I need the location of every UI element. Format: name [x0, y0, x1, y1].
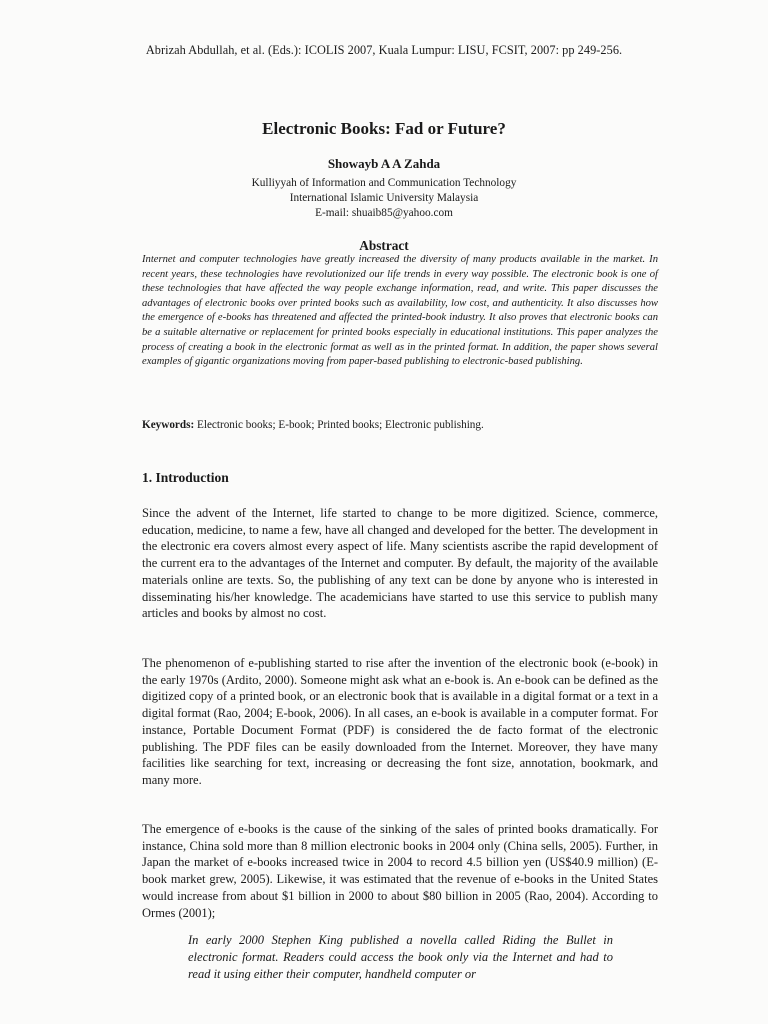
paragraph-1: Since the advent of the Internet, life started to change to be more digitized. Science, commerce, education, medicine, to name a few, have all changed and developed for the better. The development in the electronic era covers almost every aspect of life. Many scientists ascribe the rapid development of the current era to the advantages of the Internet and computer. By default, the majority of the available materials online are texts. So, the publishing of any text can be done by anyone who is interested in disseminating his/her knowledge. The academicians have started to use this service to publish many articles and books by almost no cost. [142, 506, 658, 621]
section-heading-introduction: 1. Introduction [142, 470, 229, 485]
abstract-heading: Abstract [359, 238, 409, 253]
block-quote: In early 2000 Stephen King published a novella called Riding the Bullet in electronic format. Readers could access the book only via the Internet and had to read it using either their computer, handheld computer or [188, 933, 613, 981]
keywords-label: Keywords: [142, 419, 195, 431]
keywords-text: Electronic books; E-book; Printed books; Electronic publishing. [197, 419, 484, 431]
author-name: Showayb A A Zahda [327, 156, 441, 171]
citation-header: Abrizah Abdullah, et al. (Eds.): ICOLIS 2007, Kuala Lumpur: LISU, FCSIT, 2007: pp 249-256. [145, 43, 623, 57]
abstract-text: Internet and computer technologies have greatly increased the diversity of many products available in the market. In recent years, these technologies have revolutionized our life trends in every way possible. The electronic book is one of these technologies that have affected the way people exchange information, read, and write. This paper discusses the advantages of electronic books over printed books such as availability, low cost, and authenticity. It also discusses how the emergence of e-books has threatened and affected the printed-book industry. It also proves that electronic books can be a suitable alternative or replacement for printed books especially in educational institutions. This paper analyzes the process of creating a book in the electronic format as well as in the printed format. In addition, the paper shows several examples of gigantic organizations moving from paper-based publishing to electronic-based publishing. [142, 254, 658, 368]
affiliation-university: International Islamic University Malaysia [289, 192, 479, 204]
affiliation-faculty: Kulliyyah of Information and Communication Technology [251, 177, 517, 189]
paper-title: Electronic Books: Fad or Future? [262, 119, 506, 138]
author-email: E-mail: shuaib85@yahoo.com [315, 207, 453, 219]
paragraph-2: The phenomenon of e-publishing started to rise after the invention of the electronic book (e-book) in the early 1970s (Ardito, 2000). Someone might ask what an e-book is. An e-book can be defined as the digitized copy of a printed book, or an electronic book that is available in a digital format or a text in a digital format (Rao, 2004; E-book, 2006). In all cases, an e-book is available in a computer format. For instance, Portable Document Format (PDF) is considered the de facto format of the electronic publishing. The PDF files can be easily downloaded from the Internet. Moreover, they have many facilities like searching for text, increasing or decreasing the font size, annotation, bookmark, and many more. [142, 656, 658, 787]
paragraph-3: The emergence of e-books is the cause of the sinking of the sales of printed books dramatically. For instance, China sold more than 8 million electronic books in 2004 only (China sells, 2005). Further, in Japan the market of e-books increased twice in 2004 to record 4.5 billion yen (US$40.9 million) (E-book market grew, 2005). Likewise, it was estimated that the revenue of e-books in the United States would increase from about $1 billion in 2000 to about $80 billion in 2005 (Rao, 2004). According to Ormes (2001); [142, 822, 658, 920]
keywords-line [142, 419, 658, 431]
